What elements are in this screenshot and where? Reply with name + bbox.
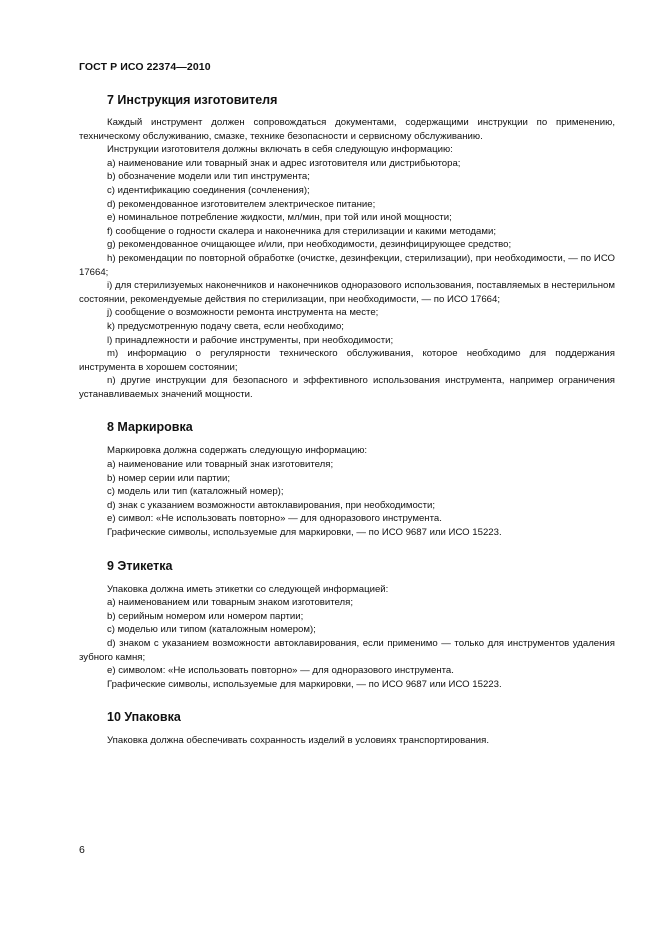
paragraph: Инструкции изготовителя должны включать в себя следующую информацию:	[107, 144, 453, 156]
paragraph: Графические символы, используемые для маркировки, — по ИСО 9687 или ИСО 15223.	[107, 527, 502, 539]
list-item: h) рекомендации по повторной обработке (очистке, дезинфекции, стерилизации), при необходимости, — по ИСО 17664;	[79, 252, 615, 278]
list-item: е) символ: «Не использовать повторно» — для одноразового инструмента.	[107, 513, 442, 525]
section-7-manufacturer-instructions	[79, 92, 615, 401]
section-10-packaging	[79, 709, 615, 748]
paragraph: Упаковка должна обеспечивать сохранность изделий в условиях транспортирования.	[107, 735, 489, 747]
page-number: 6	[79, 844, 85, 856]
section-title: 10 Упаковка	[107, 710, 181, 725]
document-body	[79, 92, 615, 766]
list-item: е) символом: «Не использовать повторно» — для одноразового инструмента.	[107, 665, 454, 677]
list-item: m) информацию о регулярности технического обслуживания, которое необходимо для поддержания инструмента в хорошем состоянии;	[79, 348, 615, 373]
section-title: 9 Этикетка	[107, 558, 173, 573]
list-item: g) рекомендованное очищающее и/или, при необходимости, дезинфицирующее средство;	[107, 239, 512, 251]
list-item: b) серийным номером или номером партии;	[107, 610, 304, 622]
list-item: с) моделью или типом (каталожным номером);	[107, 624, 316, 636]
list-item: k) предусмотренную подачу света, если необходимо;	[107, 320, 344, 332]
paragraph: Упаковка должна иметь этикетки со следующей информацией:	[107, 583, 389, 595]
list-item: b) обозначение модели или тип инструмента;	[107, 171, 310, 183]
paragraph: Каждый инструмент должен сопровождаться документами, содержащими инструкции по применению, техническому обслуживанию, смазке, технике безопасности и сервисному обслуживанию.	[79, 117, 615, 142]
paragraph: Графические символы, используемые для маркировки, — по ИСО 9687 или ИСО 15223.	[107, 678, 502, 690]
list-item: f) сообщение о годности скалера и наконечника для стерилизации и какими методами;	[107, 225, 496, 237]
list-item: d) знак с указанием возможности автоклавирования, при необходимости;	[107, 499, 436, 511]
section-9-label	[79, 558, 615, 692]
list-item: с) модель или тип (каталожный номер);	[107, 486, 284, 498]
list-item: l) принадлежности и рабочие инструменты, при необходимости;	[107, 334, 394, 346]
list-item: а) наименованием или товарным знаком изготовителя;	[107, 597, 353, 609]
section-title: 8 Маркировка	[107, 420, 193, 435]
list-item: а) наименование или товарный знак изготовителя;	[107, 459, 334, 471]
list-item: b) номер серии или партии;	[107, 472, 231, 484]
list-item: n) другие инструкции для безопасного и эффективного использования инструмента, например ограничения устанавливаемых значений мощности.	[79, 375, 615, 400]
list-item: d) рекомендованное изготовителем электрическое питание;	[107, 198, 376, 210]
section-title: 7 Инструкция изготовителя	[107, 93, 278, 107]
list-item: с) идентификацию соединения (сочленения);	[107, 184, 310, 196]
section-8-marking	[79, 419, 615, 539]
list-item: а) наименование или товарный знак и адрес изготовителя или дистрибьютора;	[107, 157, 461, 169]
document-header: ГОСТ Р ИСО 22374—2010	[79, 61, 211, 73]
paragraph: Маркировка должна содержать следующую информацию:	[107, 445, 368, 457]
list-item: j) сообщение о возможности ремонта инструмента на месте;	[107, 307, 379, 319]
list-item: е) номинальное потребление жидкости, мл/мин, при той или иной мощности;	[107, 212, 452, 224]
list-item: d) знаком с указанием возможности автоклавирования, если применимо — только для инструментов удаления зубного камня;	[79, 638, 615, 663]
list-item: i) для стерилизуемых наконечников и наконечников одноразового использования, поставляемых в нестерильном состоянии, рекомендуемые действия по стерилизации, при необходимости, — по ИСО 17664;	[79, 280, 615, 305]
